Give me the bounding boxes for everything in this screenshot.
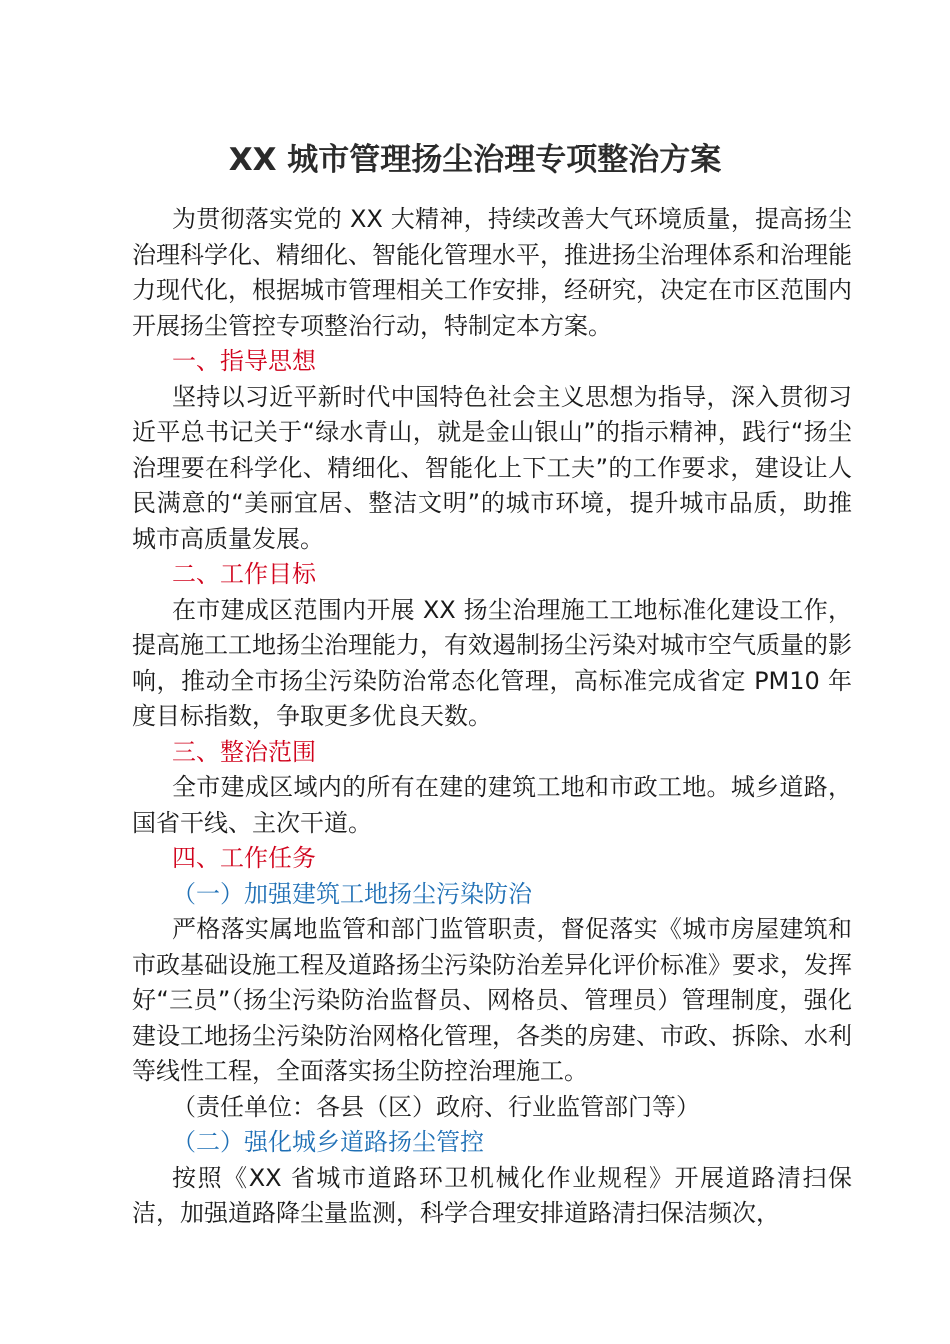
subsection-heading-road-dust: （二）强化城乡道路扬尘管控 xyxy=(172,1128,484,1156)
subsection-heading-construction-sites: （一）加强建筑工地扬尘污染防治 xyxy=(172,879,532,908)
section-heading-scope: 三、整治范围 xyxy=(172,737,316,766)
intro-paragraph: 为贯彻落实党的 XX 大精神，持续改善大气环境质量，提高扬尘治理科学化、精细化、智能化管理水平，推进扬尘治理体系和治理能力现代化，根据城市管理相关工作安排，经研究，决定在市区范围内开展扬尘管控专项整治行动，特制定本方案。 xyxy=(132,205,852,340)
section-paragraph-scope: 全市建成区域内的所有在建的建筑工地和市政工地。城乡道路，国省干线、主次干道。 xyxy=(132,773,852,837)
responsibility-note: （责任单位：各县（区）政府、行业监管部门等） xyxy=(172,1092,700,1121)
section-paragraph-guiding-ideology: 坚持以习近平新时代中国特色社会主义思想为指导，深入贯彻习近平总书记关于“绿水青山，就是金山银山”的指示精神，践行“扬尘治理要在科学化、精细化、智能化上下工夫”的工作要求，建设让人民满意的“美丽宜居、整洁文明”的城市环境，提升城市品质，助推城市高质量发展。 xyxy=(132,382,852,553)
document-title: XX 城市管理扬尘治理专项整治方案 xyxy=(228,142,722,178)
section-heading-guiding-ideology: 一、指导思想 xyxy=(172,347,316,375)
document-body xyxy=(132,202,852,1232)
section-heading-work-goals: 二、工作目标 xyxy=(172,560,316,588)
subsection-paragraph-road-dust: 按照《XX 省城市道路环卫机械化作业规程》开展道路清扫保洁，加强道路降尘量监测，科学合理安排道路清扫保洁频次， xyxy=(132,1163,852,1227)
section-heading-work-tasks: 四、工作任务 xyxy=(172,844,316,872)
subsection-paragraph-construction-sites: 严格落实属地监管和部门监管职责，督促落实《城市房屋建筑和市政基础设施工程及道路扬尘污染防治差异化评价标准》要求，发挥好“三员”（扬尘污染防治监督员、网格员、管理员）管理制度，强化建设工地扬尘污染防治网格化管理，各类的房建、市政、拆除、水利等线性工程，全面落实扬尘防控治理施工。 xyxy=(132,915,852,1085)
section-paragraph-work-goals: 在市建成区范围内开展 XX 扬尘治理施工工地标准化建设工作，提高施工工地扬尘治理能力，有效遏制扬尘污染对城市空气质量的影响，推动全市扬尘污染防治常态化管理，高标准完成省定 PM10 年度目标指数，争取更多优良天数。 xyxy=(132,595,852,730)
